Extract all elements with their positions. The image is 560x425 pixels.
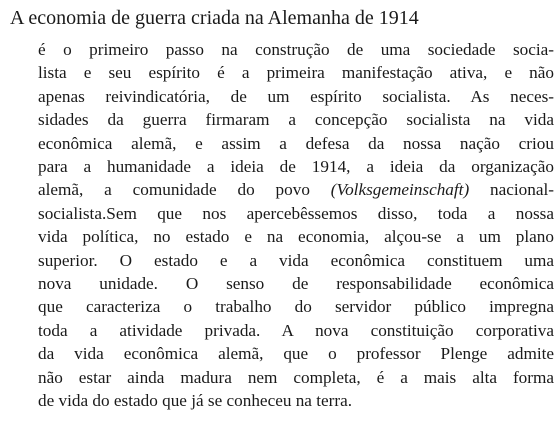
quote-line-7-part-2: nacional- bbox=[469, 180, 554, 200]
quote-line-14: da vida econômica alemã, que o professor Plenge admite bbox=[38, 344, 554, 364]
quote-line-12: que caracteriza o trabalho do servidor público impregna bbox=[38, 297, 554, 317]
heading-line: A economia de guerra criada na Alemanha de 1914 bbox=[10, 7, 419, 29]
quote-line-1: é o primeiro passo na construção de uma sociedade socia- bbox=[38, 40, 554, 59]
quote-line-10: superior. O estado e a vida econômica constituem uma bbox=[38, 250, 554, 270]
quote-line-11: nova unidade. O senso de responsabilidade econômica bbox=[38, 274, 554, 294]
quote-line-8: socialista.Sem que nos apercebêssemos disso, toda a nossa bbox=[38, 203, 554, 223]
quote-line-7 bbox=[38, 178, 554, 201]
quote-line-4: sidades da guerra firmaram a concepção socialista na vida bbox=[38, 110, 554, 130]
italic-term: (Volksgemeinschaft) bbox=[330, 180, 470, 200]
quote-line-7-part-1: alemã, a comunidade do povo bbox=[38, 180, 331, 200]
block-quote bbox=[38, 38, 554, 413]
quote-line-3: apenas reivindicatória, de um espírito socialista. As neces- bbox=[38, 86, 554, 106]
quote-line-6: para a humanidade a ideia de 1914, a ideia da organização bbox=[38, 157, 554, 177]
quote-line-16: de vida do estado que já se conheceu na terra. bbox=[38, 391, 353, 411]
quote-line-15: não estar ainda madura nem completa, é a mais alta forma bbox=[38, 367, 554, 387]
quote-line-9: vida política, no estado e na economia, alçou-se a um plano bbox=[38, 227, 554, 247]
quote-line-13: toda a atividade privada. A nova constituição corporativa bbox=[38, 320, 554, 340]
quote-line-2: lista e seu espírito é a primeira manifestação ativa, e não bbox=[38, 63, 554, 83]
quote-line-5: econômica alemã, e assim a defesa da nossa nação criou bbox=[38, 133, 554, 153]
